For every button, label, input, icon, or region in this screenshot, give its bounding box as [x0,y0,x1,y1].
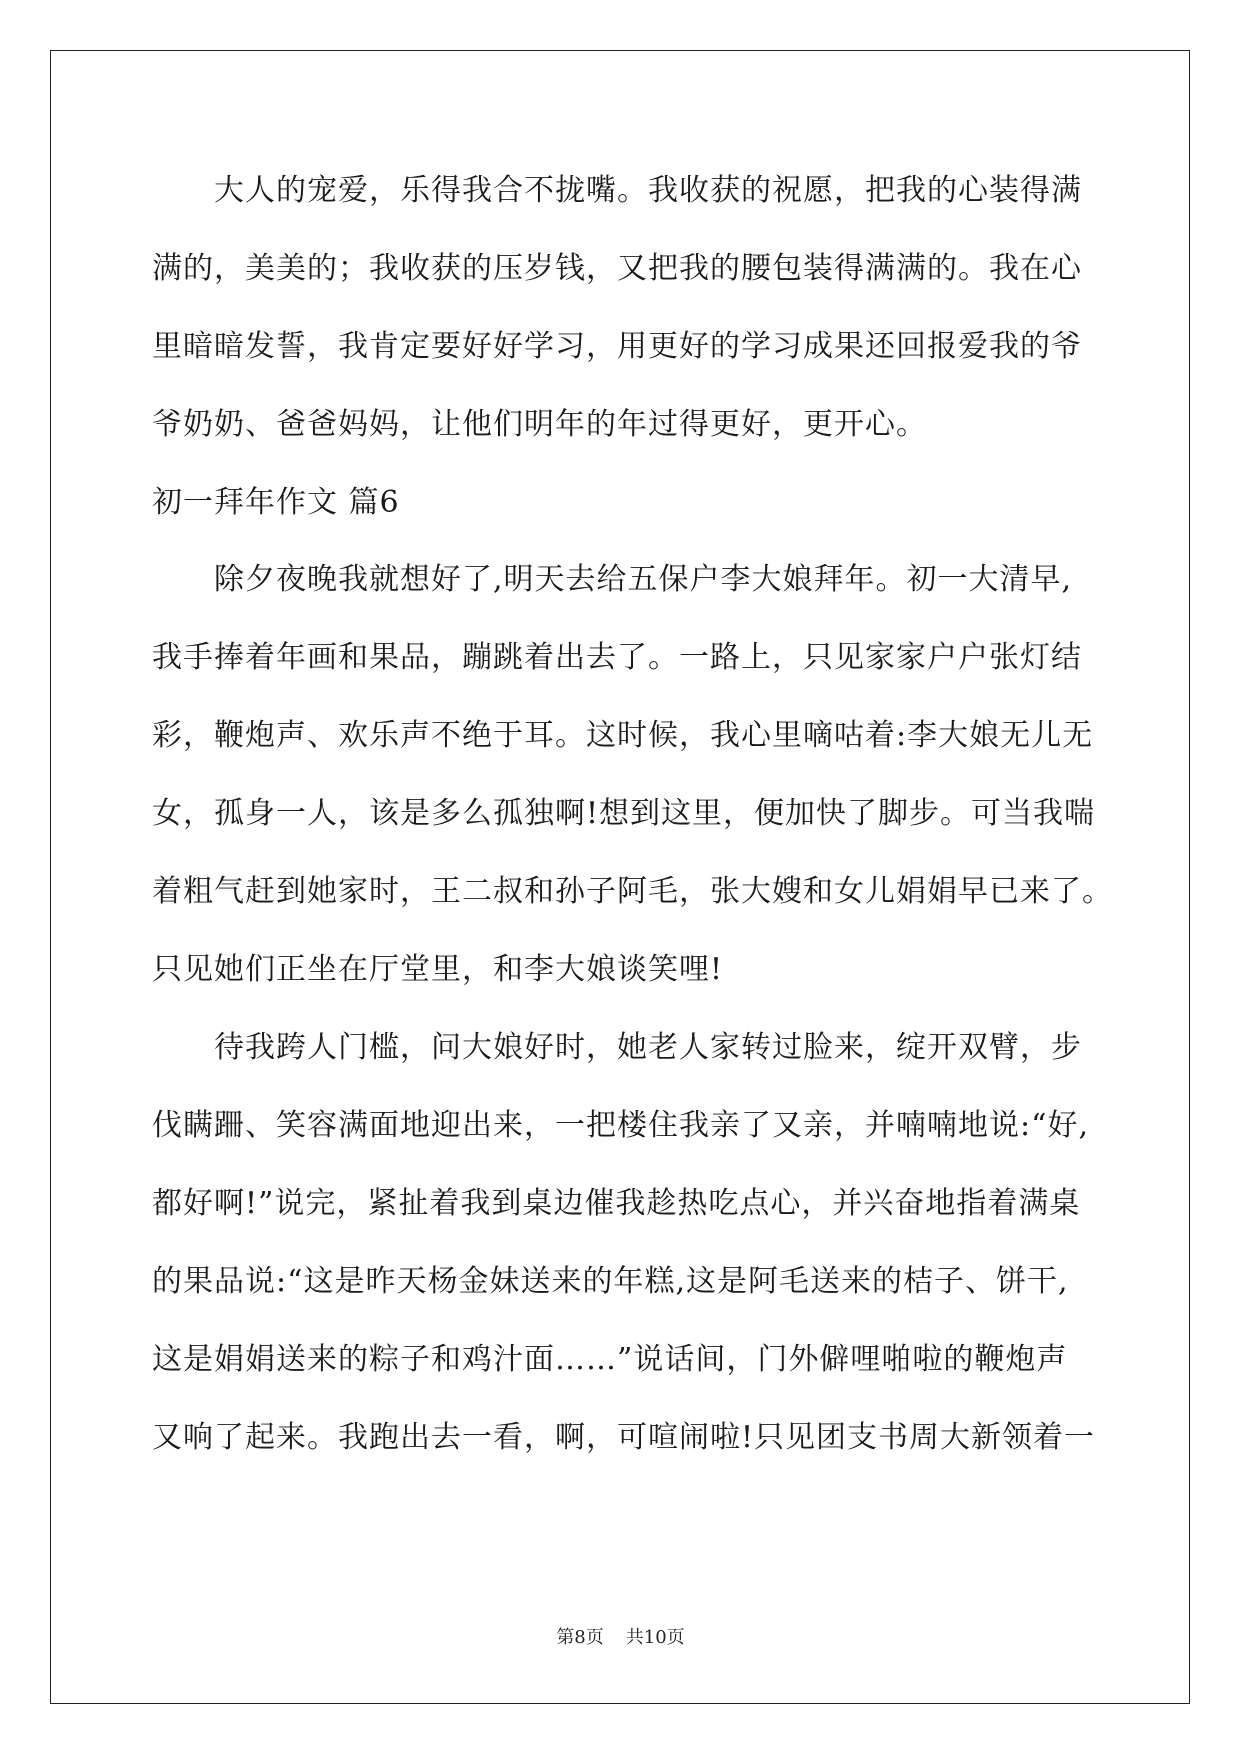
page-number: 第8页 [556,1627,604,1648]
text-line: 待我跨人门槛，问大娘好时，她老人家转过脸来，绽开双臂，步 [152,1030,1082,1065]
section-heading: 初一拜年作文 篇6 [152,485,400,520]
text-line: 爷奶奶、爸爸妈妈，让他们明年的年过得更好，更开心。 [152,407,927,442]
text-line: 彩，鞭炮声、欢乐声不绝于耳。这时候，我心里嘀咕着:李大娘无儿无 [152,718,1094,753]
text-line: 着粗气赶到她家时，王二叔和孙子阿毛，张大嫂和女儿娟娟早已来了。 [152,874,1113,909]
text-line: 的果品说:“这是昨天杨金妹送来的年糕,这是阿毛送来的桔子、饼干, [152,1264,1069,1299]
text-line: 满的，美美的；我收获的压岁钱，又把我的腰包装得满满的。我在心 [152,251,1082,286]
document-body [152,165,1113,1490]
text-line: 女，孤身一人，该是多么孤独啊!想到这里，便加快了脚步。可当我喘 [152,796,1096,831]
text-line: 除夕夜晚我就想好了,明天去给五保户李大娘拜年。初一大清早, [152,562,1073,597]
text-line: 伐瞒跚、笑容满面地迎出来，一把楼住我亲了又亲，并喃喃地说:“好, [152,1108,1089,1143]
text-line: 大人的宠爱，乐得我合不拢嘴。我收获的祝愿，把我的心装得满 [152,173,1082,208]
page-total: 共10页 [625,1627,685,1648]
text-line: 只见她们正坐在厅堂里，和李大娘谈笑哩! [152,952,724,987]
page-footer [0,1623,1241,1649]
text-line: 这是娟娟送来的粽子和鸡汁面……”说话间，门外僻哩啪啦的鞭炮声 [152,1342,1068,1377]
text-line: 里暗暗发誓，我肯定要好好学习，用更好的学习成果还回报爱我的爷 [152,329,1082,364]
text-line: 都好啊!”说完，紧扯着我到桌边催我趁热吃点心，并兴奋地指着满桌 [152,1186,1081,1221]
text-line: 又响了起来。我跑出去一看，啊，可喧闹啦!只见团支书周大新领着一 [152,1420,1096,1455]
text-line: 我手捧着年画和果品，蹦跳着出去了。一路上，只见家家户户张灯结 [152,640,1082,675]
